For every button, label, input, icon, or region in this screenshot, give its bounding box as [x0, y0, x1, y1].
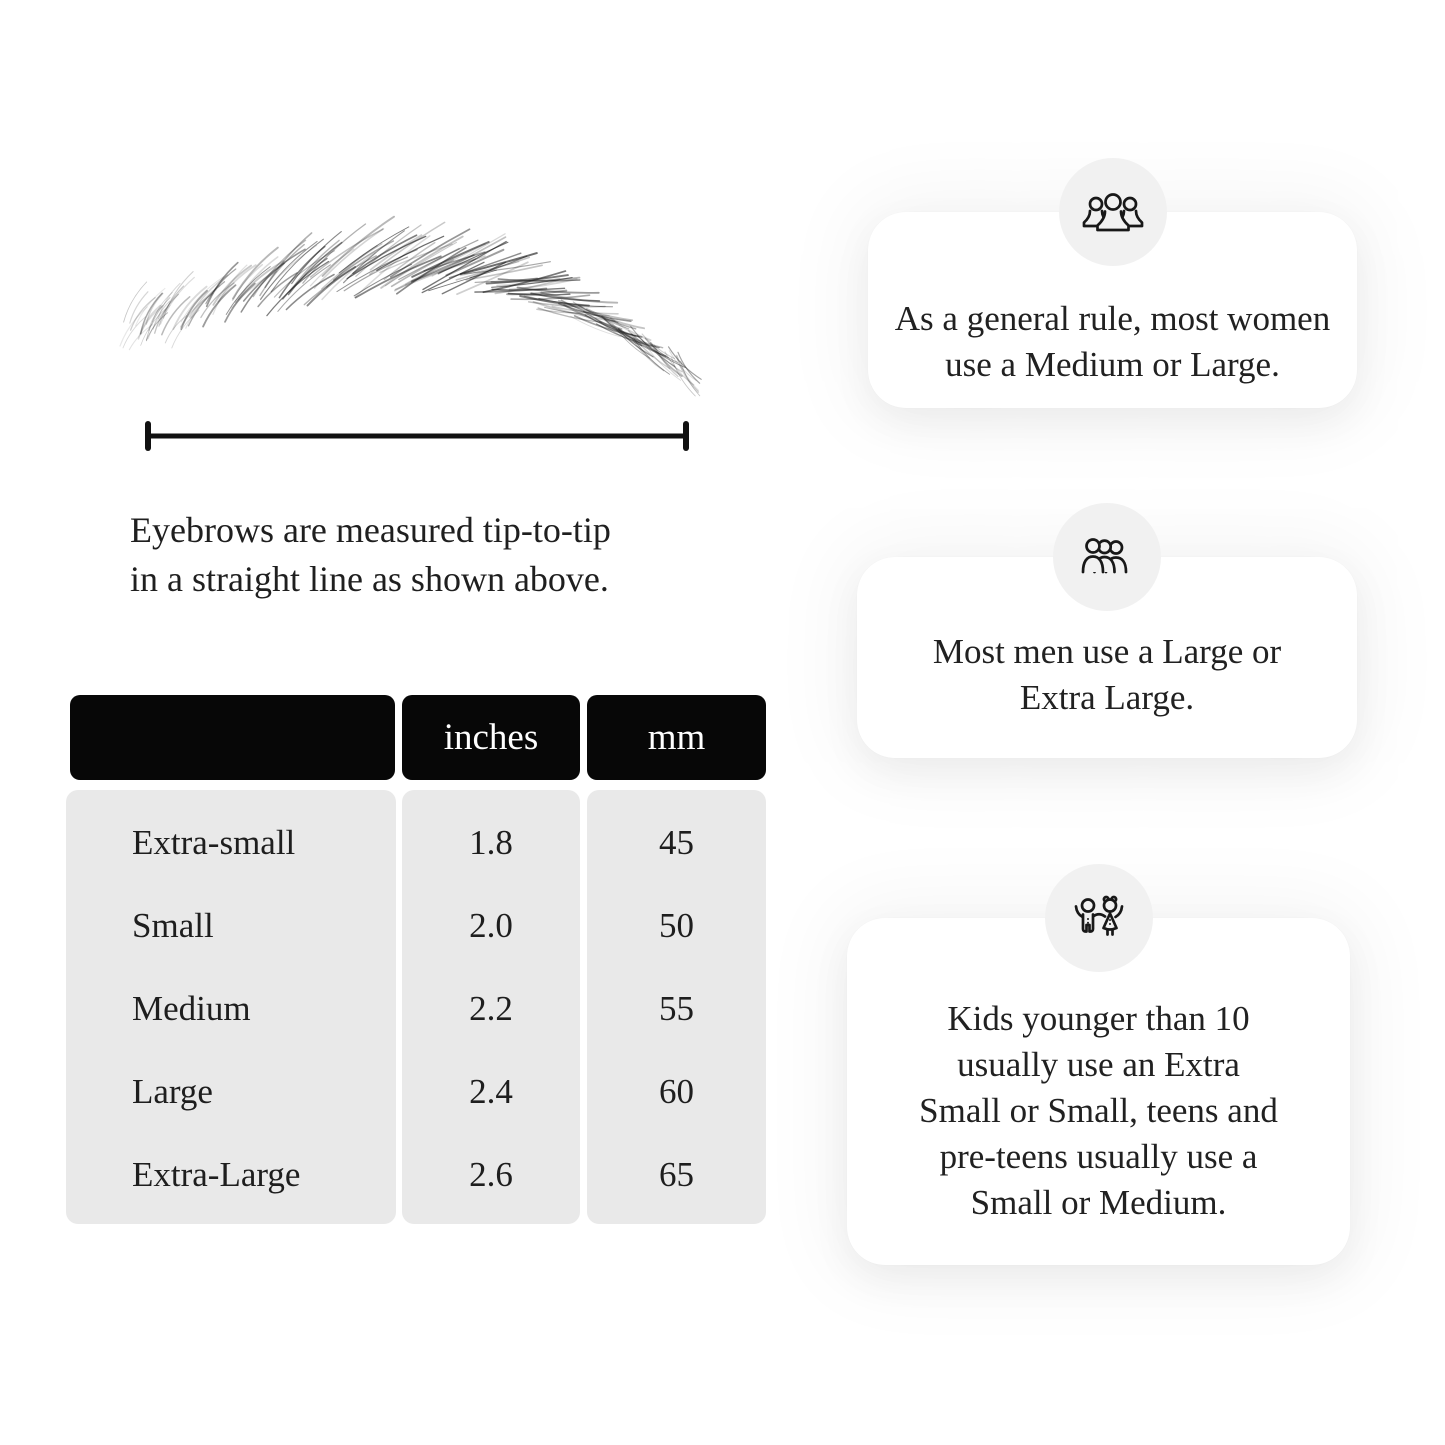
size-inches: 1.8: [469, 823, 513, 863]
card-text-line: Kids younger than 10: [947, 999, 1250, 1038]
size-label: Medium: [132, 988, 251, 1028]
size-inches: 2.6: [469, 1154, 513, 1194]
size-label: Large: [132, 1071, 213, 1111]
size-inches: 2.0: [469, 906, 513, 946]
size-mm: 65: [659, 1154, 694, 1194]
card-text-line: Extra Large.: [1019, 678, 1195, 717]
eyebrow-illustration: [100, 202, 720, 412]
size-mm: 45: [659, 823, 694, 863]
table-row: [66, 968, 766, 1051]
card-text-line: pre-teens usually use a: [939, 1137, 1258, 1176]
women-group-icon-circle: [1059, 158, 1167, 266]
table-row: [66, 1050, 766, 1133]
size-mm: 50: [659, 906, 694, 946]
measurement-line: [134, 414, 700, 458]
size-inches: 2.4: [469, 1071, 513, 1111]
card-text-line: usually use an Extra: [957, 1045, 1240, 1084]
size-table-rows: [66, 790, 766, 1224]
measurement-caption: [130, 506, 611, 604]
table-header-inches: inches: [402, 695, 580, 780]
size-label: Extra-small: [132, 823, 296, 863]
size-inches: 2.2: [469, 988, 513, 1028]
table-row: [66, 802, 766, 885]
table-row: [66, 885, 766, 968]
card-text-line: Small or Medium.: [970, 1183, 1227, 1222]
men-group-icon-circle: [1053, 503, 1161, 611]
info-card-women: [868, 212, 1357, 408]
table-header-blank: [70, 695, 395, 780]
table-row: [66, 1133, 766, 1216]
card-text-line: As a general rule, most women: [894, 299, 1331, 338]
table-header-mm: mm: [587, 695, 766, 780]
kids-icon-circle: [1045, 864, 1153, 972]
size-mm: 60: [659, 1071, 694, 1111]
info-card-kids: [847, 918, 1350, 1265]
caption-line-2: in a straight line as shown above.: [130, 559, 609, 599]
kids-icon: [1067, 893, 1131, 943]
size-label: Extra-Large: [132, 1154, 301, 1194]
caption-line-1: Eyebrows are measured tip-to-tip: [130, 510, 611, 550]
card-text-line: Most men use a Large or: [932, 632, 1282, 671]
men-group-icon: [1075, 534, 1139, 580]
size-label: Small: [132, 906, 214, 946]
size-mm: 55: [659, 988, 694, 1028]
card-text-line: use a Medium or Large.: [945, 345, 1280, 384]
women-group-icon: [1081, 189, 1145, 235]
card-text-line: Small or Small, teens and: [919, 1091, 1278, 1130]
info-card-men: [857, 557, 1357, 758]
